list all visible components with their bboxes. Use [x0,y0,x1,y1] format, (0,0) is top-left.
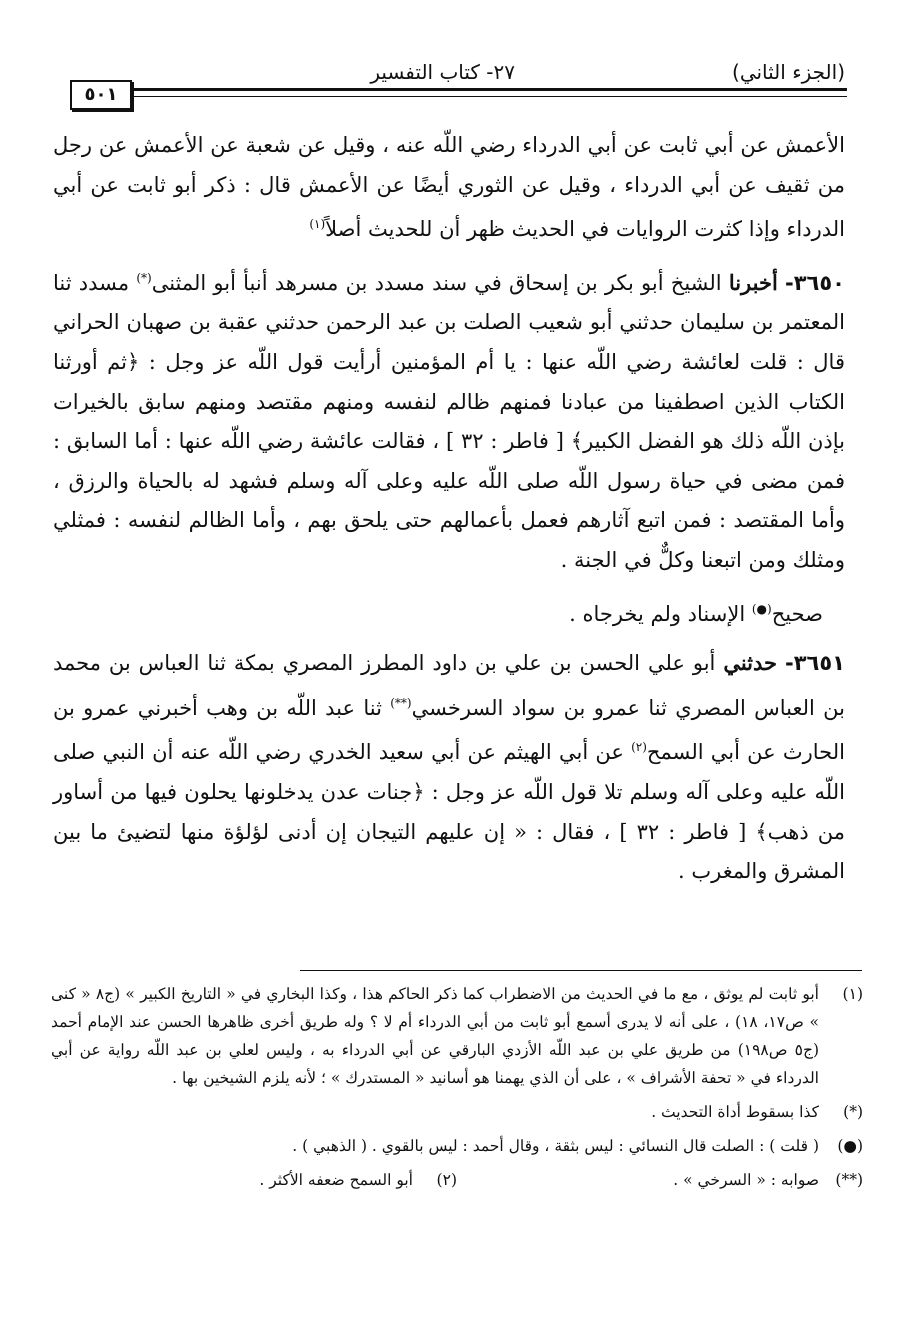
footnotes [51,980,863,1194]
footnote-text: أبو ثابت لم يوثق ، مع ما في الحديث من الاضطراب كما ذكر الحاكم هذا ، وكذا البخاري في « التاريخ الكبير » (ج٨ « كنى » ص١٧، ١٨) ، على أنه لا يدرى أسمع أبو ثابت من أبي الدرداء أم لا ؟ وله طريق أخرى ظاهرها الحسن عند الإمام أحمد (ج٥ ص١٩٨) من طريق علي بن عبد اللّه الأزدي البارقي عن أبي الدرداء به ، وليس لعلي بن عبد اللّه رواية عن أبي الدرداء في « تحفة الأشراف » ، على أن الذي يهمنا هو أسانيد « المستدرك » ؛ لأنه يلزم الشيخين بها . [51,985,819,1087]
footnote-ref: (●) [751,601,772,616]
hadith-number: ٣٦٥٠- [784,270,845,295]
footnote-marker: (٢) [436,1171,457,1189]
grade-text: صحيح [771,601,823,626]
paragraph-text: الأعمش عن أبي ثابت عن أبي الدرداء رضي اللّه عنه ، وقيل عن شعبة عن الأعمش عن رجل من ثقيف عن أبي الدرداء ، وقيل عن الثوري أيضًا عن الأعمش قال : ذكر أبو ثابت عن أبي الدرداء وإذا كثرت الروايات في الحديث ظهر أن للحديث أصلاً [53,133,845,242]
footnote-2 [51,1166,457,1194]
hadith-text: عن أبي الهيثم عن أبي سعيد الخدري رضي اللّه عنه أن النبي صلى اللّه عليه وعلى آله وسلم تلا قول اللّه عز وجل : ﴿جنات عدن يدخلونها يحلون فيها من أساور من ذهب﴾ [ فاطر : ٣٢ ] ، فقال : « إن عليهم التيجان إن أدنى لؤلؤة منها لتضيئ ما بين المشرق والمغرب . [53,740,845,884]
hadith-number: ٣٦٥١- [784,651,845,676]
footnote-text: صوابه : « السرخي » . [673,1171,819,1189]
transmission-verb: حدثني [723,650,778,676]
footnote-ref: (٢) [631,740,647,755]
hadith-text: الشيخ أبو بكر بن إسحاق في سند مسدد بن مسرهد أنبأ أبو المثنى [151,270,722,295]
grade-text: الإسناد ولم يخرجاه . [569,601,746,626]
footnote-ref: (١) [309,217,326,232]
footnote-1 [51,980,863,1092]
hadith-3651 [53,643,845,892]
hadith-text: ثنا عبد اللّه بن وهب أخبرني عمرو بن الحارث عن أبي السمح [53,695,845,765]
footnote-text: ( قلت ) : الصلت قال النسائي : ليس بثقة ، وقال أحمد : ليس بالقوي . ( الذهبي ) . [292,1137,819,1155]
footnote-text: كذا بسقوط أداة التحديث . [651,1103,819,1121]
authenticity-grade [53,590,845,635]
hadith-3650 [53,259,845,581]
volume-part-label: (الجزء الثاني) [732,60,845,84]
header-rule [130,88,847,97]
running-header [72,58,845,90]
footnote-dot [51,1132,863,1160]
footnote-marker: (١) [842,985,863,1003]
hadith-text: مسدد ثنا المعتمر بن سليمان حدثني أبو شعيب الصلت بن عبد الرحمن حدثني عقبة بن صهبان الحراني قال : قلت لعائشة رضي اللّه عنها : يا أم المؤمنين أرأيت قول اللّه عز وجل : ﴿ثم أورثنا الكتاب الذين اصطفينا من عبادنا فمنهم ظالم لنفسه ومنهم مقتصد ومنهم سابق بالخيرات بإذن اللّه ذلك هو الفضل الكبير﴾ [ فاطر : ٣٢ ] ، فقالت عائشة رضي اللّه عنها : أما السابق : فمن مضى في حياة رسول اللّه صلى اللّه عليه وعلى آله وسلم فشهد له بالحياة والرزق ، وأما المقتصد : فمن اتبع آثارهم فعمل بأعمالهم حتى يلحق بهم ، وأما الظالم لنفسه : فمثلي ومثلك ومن اتبعنا وكلٌّ في الجنة . [53,270,846,572]
footnote-marker: (●) [837,1137,863,1155]
hadith-text: أبو علي الحسن بن علي بن داود المطرز المصري بمكة ثنا العباس بن محمد بن العباس المصري ثنا عمرو بن سواد السرخسي [53,651,845,720]
book-chapter-title: ٢٧- كتاب التفسير [370,60,515,84]
footnote-ref: (**) [390,695,412,710]
footnote-separator [300,970,862,971]
paragraph-continuation [53,126,845,250]
footnote-marker: (*) [843,1103,863,1121]
transmission-verb: أخبرنا [728,269,778,295]
page-number: ٥٠١ [70,80,132,110]
footnote-marker: (**) [835,1171,863,1189]
footnote-text: أبو السمح ضعفه الأكثر . [259,1171,413,1189]
main-text [53,126,845,901]
footnote-ref: (*) [136,270,152,285]
footnote-double-star [457,1166,863,1194]
footnote-star [51,1098,863,1126]
footnote-row [51,1166,863,1194]
